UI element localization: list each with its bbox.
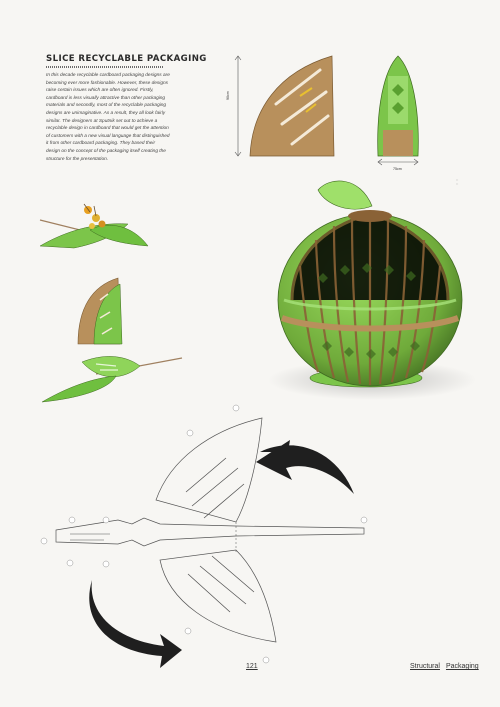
- article-body: In this decade recyclable cardboard packaging designs are becoming ever more fashionable. However, these designs raise certain issues which are often ignored. Firstly, cardboard is less visually attractive than other packaging materials and secondly, most of the recyclable packaging designs are unimaginative. As a result, they all look fairly similar. The designers at Sputnik set out to achieve a recyclable design in cardboard that would get the attention of customers with a new visual language that distinguished it from other cardboard packaging. They based their design on the concept of the packaging itself creating the structure for the presentation.: [46, 73, 170, 162]
- dieline-flat-pattern: [41, 405, 367, 663]
- page-number: 121: [246, 663, 258, 670]
- rotation-arrows: [89, 440, 354, 668]
- category-breadcrumb: [410, 663, 485, 670]
- slice-side-view: [235, 56, 334, 156]
- category-structural-link[interactable]: Structural: [410, 663, 440, 670]
- height-dimension-label: 90cm: [226, 91, 230, 100]
- side-mark: ◦◦ ◦◦: [456, 178, 459, 186]
- slice-front-view: [378, 56, 419, 165]
- width-dimension-label: 75cm: [393, 167, 402, 171]
- article-title: SLICE RECYCLABLE PACKAGING: [46, 54, 207, 64]
- apple-package: [268, 181, 476, 400]
- leaf-with-stem: [42, 356, 182, 402]
- slice-standing: [78, 278, 122, 344]
- leaf-with-berries: [40, 204, 148, 248]
- category-packaging-link[interactable]: Packaging: [445, 663, 479, 670]
